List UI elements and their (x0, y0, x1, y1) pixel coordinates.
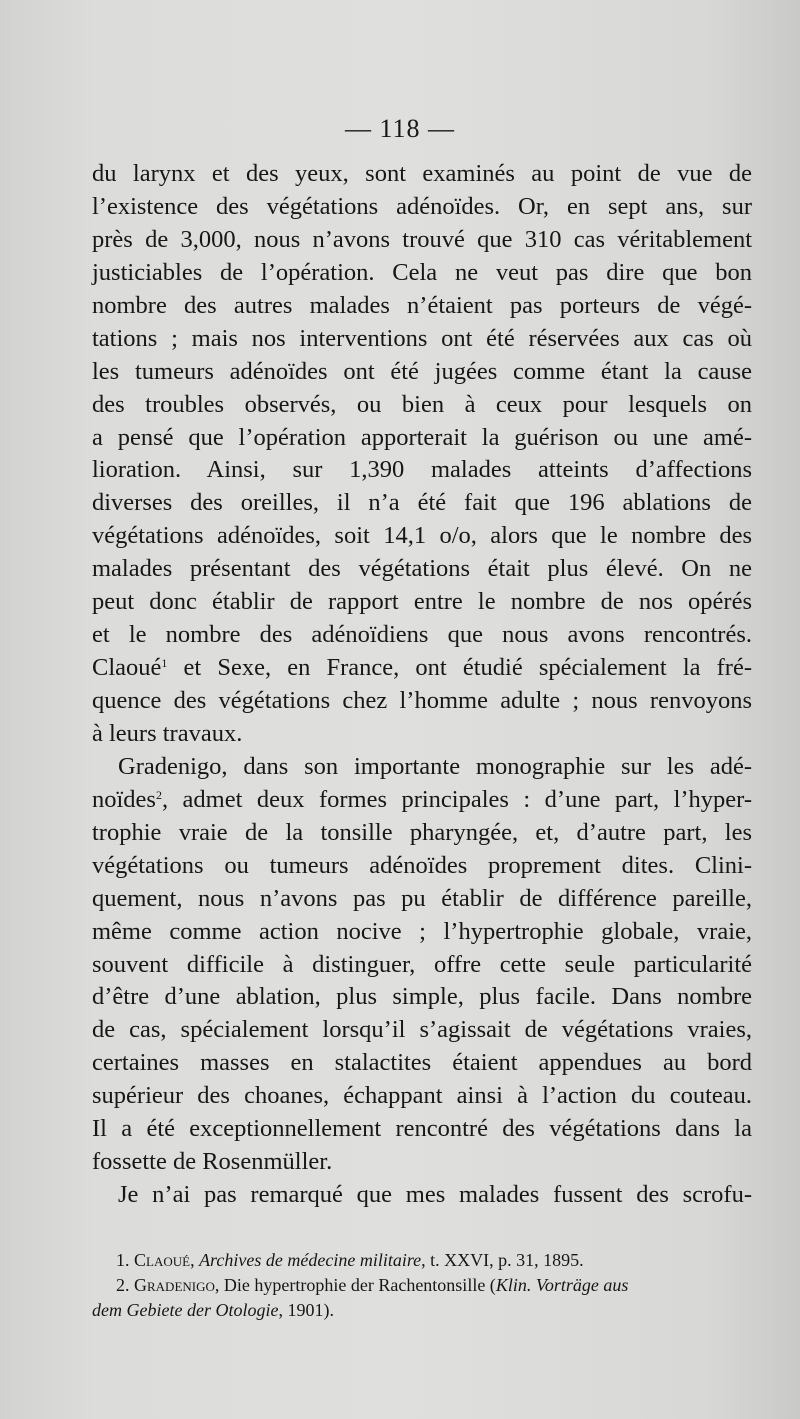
body-text (92, 158, 752, 1212)
line-text: Gradenigo, dans son importante monographie sur les adé- (118, 752, 752, 780)
text-line (92, 751, 752, 784)
text-line (92, 1179, 752, 1212)
line-text: les tumeurs adénoïdes ont été jugées comme étant la cause (92, 357, 752, 385)
text-line (92, 586, 752, 619)
footnote-work: Klin. Vorträge aus (495, 1275, 629, 1295)
footnote-title: Die hypertrophie der Rachentonsille ( (223, 1275, 496, 1295)
footnote-separator: , (190, 1250, 200, 1270)
text-line (92, 158, 752, 191)
line-text: du larynx et des yeux, sont examinés au point de vue de (92, 160, 752, 187)
text-line (92, 191, 752, 224)
line-text: peut donc établir de rapport entre le nombre de nos opérés (92, 588, 752, 616)
text-line (92, 487, 752, 520)
text-line (92, 290, 752, 323)
text-line (92, 422, 752, 455)
line-text: nombre des autres malades n’étaient pas porteurs de végé- (92, 291, 752, 319)
line-text: justiciables de l’opération. Cela ne veut pas dire que bon (92, 258, 752, 286)
line-text: des troubles observés, ou bien à ceux pour lesquels on (92, 390, 752, 418)
line-text: quement, nous n’avons pas pu établir de différence pareille, (92, 884, 752, 912)
line-text: lioration. Ainsi, sur 1,390 malades atteints d’affections (92, 456, 752, 484)
footnote-2 (92, 1273, 752, 1298)
line-text: Claoué (92, 654, 162, 682)
text-line (92, 257, 752, 290)
text-line (92, 916, 752, 949)
text-line (92, 323, 752, 356)
line-text: même comme action nocive ; l’hypertrophie globale, vraie, (92, 917, 752, 945)
footnote-1 (92, 1248, 752, 1273)
line-text: l’existence des végétations adénoïdes. Or, en sept ans, sur (92, 192, 752, 220)
footnote-details: , 1901). (278, 1300, 334, 1320)
text-line (92, 1047, 752, 1080)
footnote-ref: 2 (155, 787, 162, 802)
line-text: supérieur des choanes, échappant ainsi à l’action du couteau. (92, 1082, 752, 1110)
line-text: près de 3,000, nous n’avons trouvé que 310 cas véritablement (92, 225, 752, 253)
footnote-work: Archives de médecine militaire (199, 1250, 422, 1270)
text-line (92, 1113, 752, 1146)
line-text: souvent difficile à distinguer, offre cette seule particularité (92, 950, 752, 978)
footnote-work-continued: dem Gebiete der Otologie (92, 1300, 279, 1320)
line-text: végétations ou tumeurs adénoïdes proprement dites. Clini- (92, 851, 752, 879)
text-line (92, 1014, 752, 1047)
text-line (92, 718, 752, 751)
footnote-2-continued (92, 1298, 752, 1323)
text-line (92, 949, 752, 982)
line-text: quence des végétations chez l’homme adulte ; nous renvoyons (92, 687, 752, 714)
line-text: à leurs travaux. (92, 719, 243, 747)
text-line (92, 619, 752, 652)
text-line (92, 685, 752, 718)
line-text: fossette de Rosenmüller. (92, 1148, 333, 1176)
text-line (92, 652, 752, 685)
text-line (92, 883, 752, 916)
footnote-number: 1. (116, 1250, 130, 1270)
text-line (92, 356, 752, 389)
text-line (92, 553, 752, 586)
line-text: a pensé que l’opération apporterait la guérison ou une amé- (92, 423, 752, 451)
line-text: Il a été exceptionnellement rencontré des végétations dans la (92, 1115, 752, 1143)
line-text: diverses des oreilles, il n’a été fait que 196 ablations de (92, 489, 752, 517)
footnote-author: Gradenigo (134, 1275, 215, 1295)
footnotes (92, 1248, 752, 1323)
line-text-continued: et Sexe, en France, ont étudié spécialement la fré- (167, 654, 752, 682)
text-line (92, 817, 752, 850)
text-line (92, 850, 752, 883)
footnote-details: , t. XXVI, p. 31, 1895. (421, 1250, 584, 1270)
footnote-number: 2. (116, 1275, 130, 1295)
line-text: d’être d’une ablation, plus simple, plus facile. Dans nombre (92, 983, 752, 1011)
line-text: végétations adénoïdes, soit 14,1 o/o, alors que le nombre des (92, 522, 752, 550)
text-line (92, 1146, 752, 1179)
line-text: certaines masses en stalactites étaient appendues au bord (92, 1049, 752, 1077)
footnote-separator: , (214, 1275, 224, 1295)
line-text: tations ; mais nos interventions ont été réservées aux cas où (92, 324, 752, 352)
footnote-ref: 1 (161, 656, 168, 671)
footnote-author: Claoué (134, 1250, 191, 1270)
line-text: malades présentant des végétations était plus élevé. On ne (92, 555, 752, 583)
line-text: trophie vraie de la tonsille pharyngée, et, d’autre part, les (92, 818, 752, 846)
text-line (92, 520, 752, 553)
text-line (92, 1080, 752, 1113)
text-line (92, 224, 752, 257)
page-number: — 118 — (344, 114, 456, 143)
text-line (92, 784, 752, 817)
text-line (92, 454, 752, 487)
line-text: et le nombre des adénoïdiens que nous avons rencontrés. (92, 621, 752, 649)
text-line (92, 389, 752, 422)
line-text-continued: , admet deux formes principales : d’une part, l’hyper- (161, 785, 752, 813)
line-text: noïdes (92, 785, 156, 813)
line-text: de cas, spécialement lorsqu’il s’agissait de végétations vraies, (92, 1016, 752, 1044)
text-line (92, 981, 752, 1014)
line-text: Je n’ai pas remarqué que mes malades fussent des scrofu- (118, 1181, 752, 1209)
